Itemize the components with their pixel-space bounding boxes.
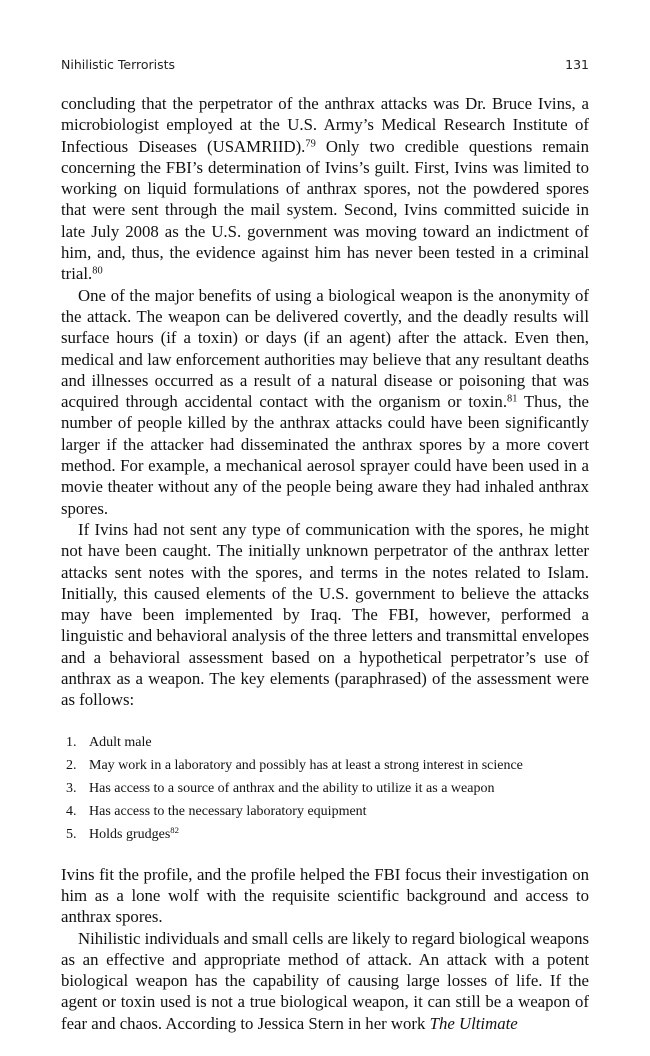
page-number: 131	[565, 57, 589, 72]
footnote-ref: 82	[170, 824, 179, 835]
assessment-list	[61, 731, 589, 846]
footnote-ref: 81	[507, 393, 518, 405]
list-item: 3. Has access to a source of anthrax and the ability to utilize it as a weapon	[66, 780, 495, 796]
book-title: The Ultimate	[429, 1013, 518, 1033]
paragraph: One of the major benefits of using a biological weapon is the anonymity of the attack. The weapon can be delivered covertly, and the deadly results will surface hours (if a toxin) or days (if an agent) after the attack. Even then, medical and law enforcement authorities may believe that any resultant deaths and illnesses occurred as a result of a natural disease or poisoning that was acquired through accidental contact with the organism or toxin.$^{81}$ Thus, the number of people killed by the anthrax attacks could have been significantly larger if the attacker had disseminated the anthrax spores by a more covert method. For example, a mechanical aerosol sprayer could have been used in a movie theater without any of the people being aware they had inhaled anthrax spores.	[61, 285, 589, 518]
paragraph: concluding that the perpetrator of the anthrax attacks was Dr. Bruce Ivins, a microbiologist employed at the U.S. Army’s Medical Research Institute of Infectious Diseases (USAMRIID).$^{79}$ Only two credible questions remain concerning the FBI’s determination of Ivins’s guilt. First, Ivins was limited to working on liquid formulations of anthrax spores, not the powdered spores that were sent through the mail system. Second, Ivins committed suicide in late July 2008 as the U.S. government was moving toward an indictment of him, and, thus, the evidence against him has never been tested in a criminal trial.$^{80}$	[61, 94, 589, 284]
list-item: 1. Adult male	[66, 734, 152, 750]
list-item: 5. Holds grudges$^{82}$	[66, 824, 179, 842]
list-item: 4. Has access to the necessary laboratory equipment	[66, 803, 367, 819]
footnote-ref: 79	[305, 137, 316, 149]
running-title: Nihilistic Terrorists	[61, 57, 176, 72]
paragraph: Nihilistic individuals and small cells are likely to regard biological weapons as an effective and appropriate method of attack. An attack with a potent biological weapon has the capability of causing large losses of life. If the agent or toxin used is not a true biological weapon, it can still be a weapon of fear and chaos. According to Jessica Stern in her work The Ultimate	[61, 928, 589, 1033]
footnote-ref: 80	[92, 265, 103, 277]
list-item: 2. May work in a laboratory and possibly has at least a strong interest in science	[66, 757, 523, 773]
paragraph: Ivins fit the profile, and the profile helped the FBI focus their investigation on him as a lone wolf with the requisite scientific background and access to anthrax spores.	[61, 864, 589, 927]
body-text	[61, 93, 589, 1034]
paragraph: If Ivins had not sent any type of communication with the spores, he might not have been caught. The initially unknown perpetrator of the anthrax letter attacks sent notes with the spores, and terms in the notes related to Islam. Initially, this caused elements of the U.S. government to believe the attacks may have been implemented by Iraq. The FBI, however, performed a linguistic and behavioral analysis of the three letters and transmittal envelopes and a behavioral assessment based on a hypothetical perpetrator’s use of anthrax as a weapon. The key elements (paraphrased) of the assessment were as follows:	[61, 519, 589, 710]
